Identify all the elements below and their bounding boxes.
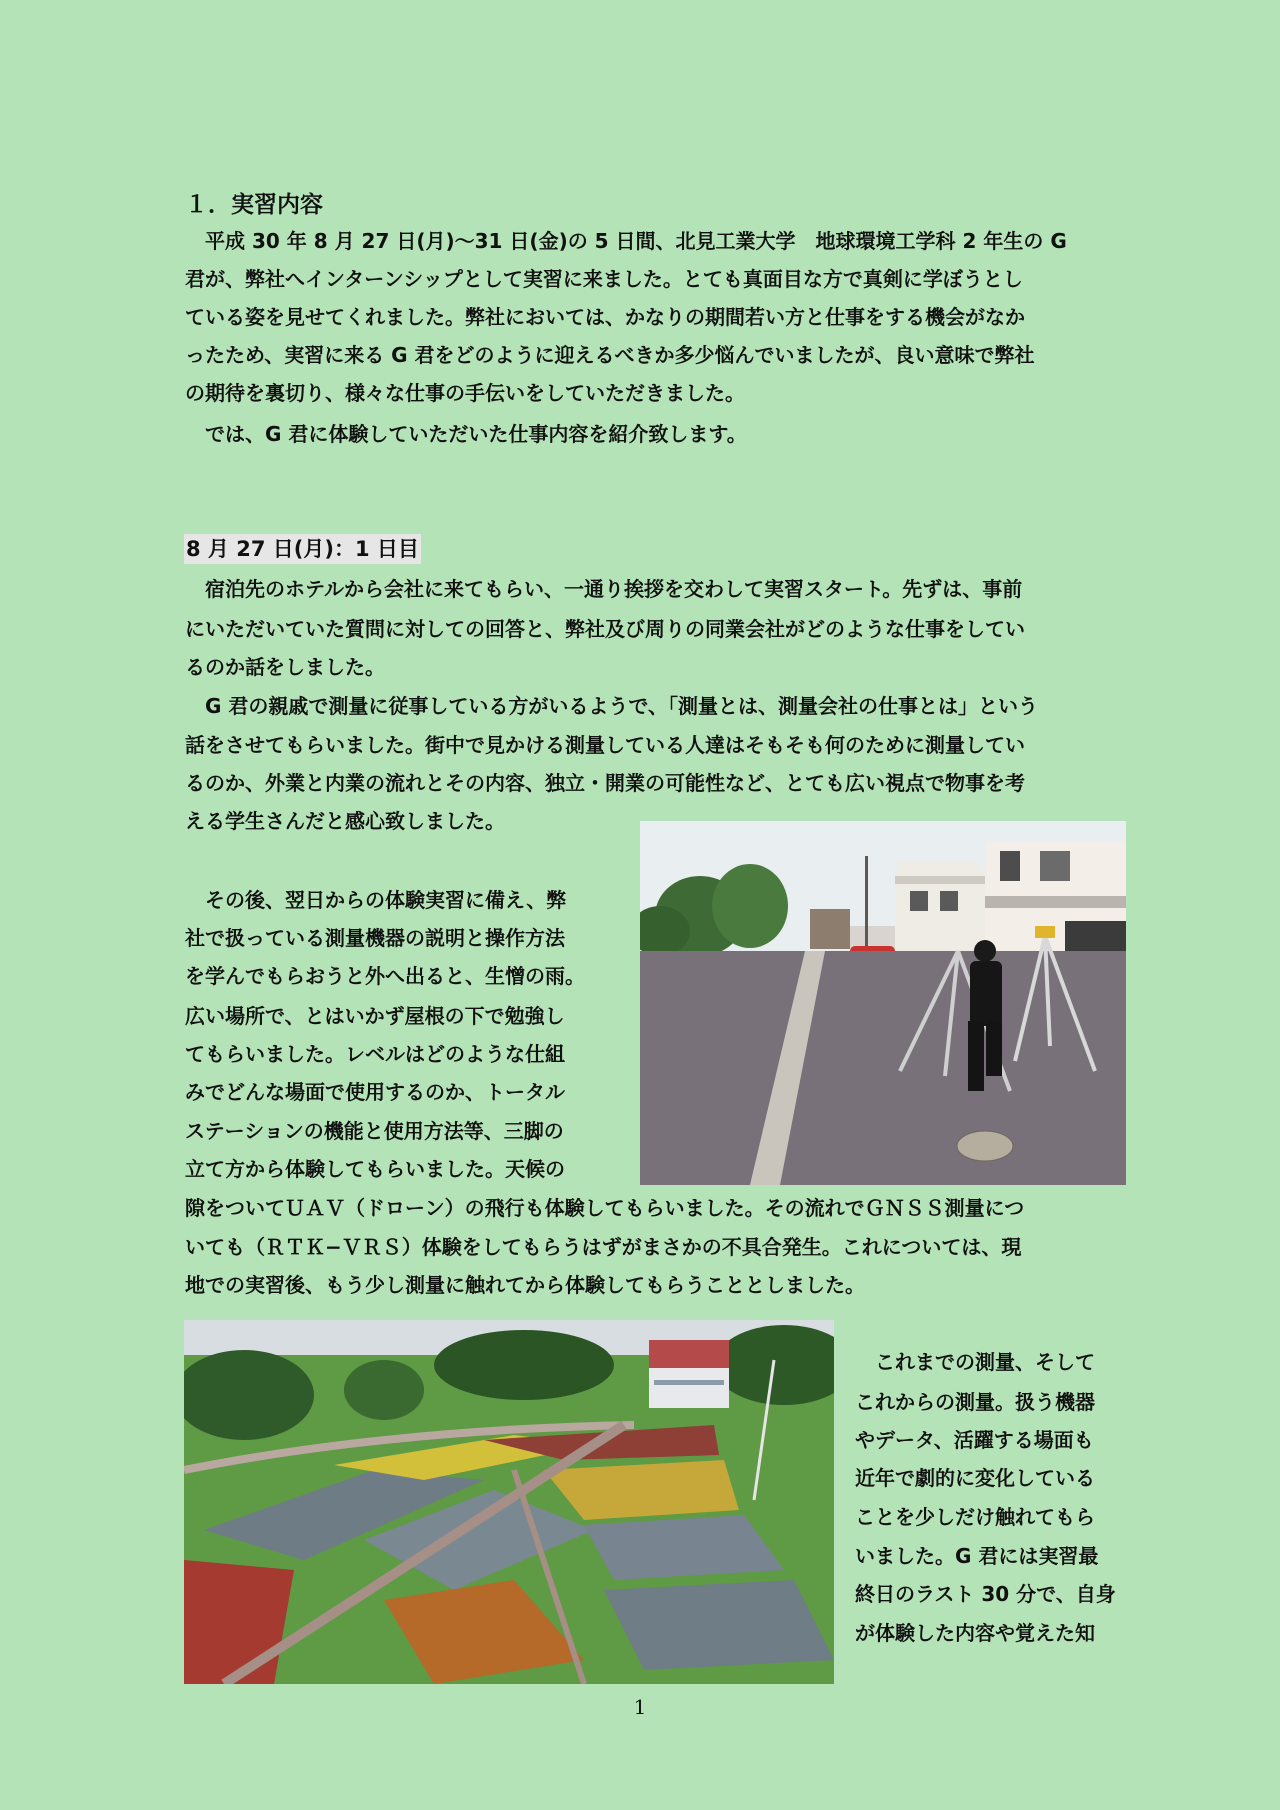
text-line: 地での実習後、もう少し測量に触れてから体験してもらうこととしました。 — [185, 1273, 865, 1297]
aerial-drone-photo — [184, 1320, 834, 1684]
section-title: １．実習内容 — [185, 192, 323, 218]
text-line: いても（ＲＴＫ−ＶＲＳ）体験をしてもらうはずがまさかの不具合発生。これについては、現 — [185, 1235, 1022, 1259]
text-line: ことを少しだけ触れてもら — [855, 1505, 1095, 1529]
text-line: てもらいました。レベルはどのような仕組 — [185, 1042, 565, 1066]
text-line: 社で扱っている測量機器の説明と操作方法 — [185, 926, 565, 950]
text-line: の期待を裏切り、様々な仕事の手伝いをしていただきました。 — [185, 381, 745, 405]
text-line: える学生さんだと感心致しました。 — [185, 809, 505, 833]
text-line: るのか、外業と内業の流れとその内容、独立・開業の可能性など、とても広い視点で物事を考 — [185, 771, 1025, 795]
text-line: にいただいていた質問に対しての回答と、弊社及び周りの同業会社がどのような仕事をしてい — [185, 617, 1025, 641]
text-line: みでどんな場面で使用するのか、トータル — [185, 1080, 565, 1104]
text-line: 広い場所で、とはいかず屋根の下で勉強し — [185, 1004, 565, 1028]
aerial-drone-photo-image — [184, 1320, 834, 1684]
text-line: 君が、弊社へインターンシップとして実習に来ました。とても真面目な方で真剣に学ぼうとし — [185, 267, 1023, 291]
text-line: が体験した内容や覚えた知 — [855, 1621, 1095, 1645]
surveying-photo-image — [640, 821, 1126, 1185]
text-line: 隙をついてＵＡＶ（ドローン）の飛行も体験してもらいました。その流れでＧＮＳＳ測量につ — [185, 1196, 1025, 1220]
text-line: 話をさせてもらいました。街中で見かける測量している人達はそもそも何のために測量してい — [185, 733, 1025, 757]
text-line: 平成 30 年 8 月 27 日(月)〜31 日(金)の 5 日間、北見工業大学 地球環境工学科 2 年生の G — [185, 229, 1067, 253]
text-line: では、G 君に体験していただいた仕事内容を紹介致します。 — [185, 422, 747, 446]
text-line: るのか話をしました。 — [185, 655, 385, 679]
text-line: 宿泊先のホテルから会社に来てもらい、一通り挨拶を交わして実習スタート。先ずは、事前 — [185, 577, 1023, 601]
text-line: やデータ、活躍する場面も — [855, 1428, 1094, 1452]
text-line: ったため、実習に来る G 君をどのように迎えるべきか多少悩んでいましたが、良い意味で弊社 — [185, 343, 1035, 367]
text-line: G 君の親戚で測量に従事している方がいるようで、「測量とは、測量会社の仕事とは」という — [185, 694, 1038, 718]
text-line: 近年で劇的に変化している — [855, 1466, 1095, 1490]
text-line: これまでの測量、そして — [855, 1350, 1095, 1374]
text-line: を学んでもらおうと外へ出ると、生憎の雨。 — [185, 964, 585, 988]
text-line: いました。G 君には実習最 — [855, 1544, 1099, 1568]
text-line: 立て方から体験してもらいました。天候の — [185, 1157, 565, 1181]
text-line: ている姿を見せてくれました。弊社においては、かなりの期間若い方と仕事をする機会がなか — [185, 305, 1025, 329]
text-line: その後、翌日からの体験実習に備え、弊 — [185, 888, 567, 912]
text-line: ステーションの機能と使用方法等、三脚の — [185, 1119, 564, 1143]
page-number: 1 — [633, 1695, 647, 1719]
text-line: これからの測量。扱う機器 — [855, 1390, 1095, 1414]
day-heading: 8 月 27 日(月)：1 日目 — [184, 534, 421, 564]
surveying-photo — [640, 821, 1126, 1185]
text-line: 終日のラスト 30 分で、自身 — [855, 1582, 1116, 1606]
